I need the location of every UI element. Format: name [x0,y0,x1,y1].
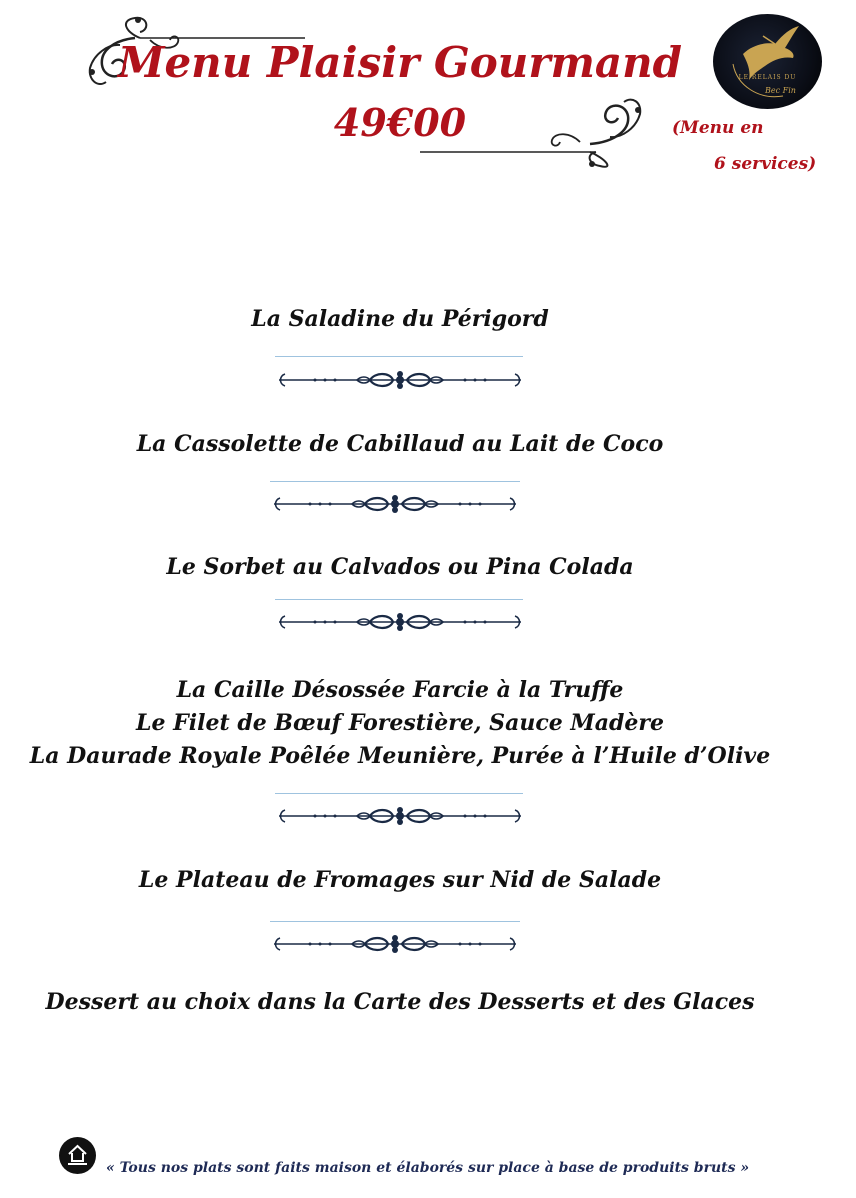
menu-note-line1: (Menu en [672,118,764,138]
course-line: Le Sorbet au Calvados ou Pina Colada [166,554,634,580]
logo-subtext: Bec Fin [765,86,796,95]
course-4 [0,674,800,773]
ornamental-divider [275,366,525,394]
course-line: Le Filet de Bœuf Forestière, Sauce Madère [136,710,664,736]
menu-note-line2: 6 services) [714,154,817,174]
footer-note: « Tous nos plats sont faits maison et élaborés sur place à base de produits bruts » [106,1160,750,1176]
course-2 [0,428,800,461]
course-line: La Cassolette de Cabillaud au Lait de Coco [136,431,664,457]
course-separator-rule [270,481,520,482]
restaurant-logo [713,14,822,109]
ornamental-divider [270,930,520,958]
ornamental-divider [270,490,520,518]
course-line: La Daurade Royale Poêlée Meunière, Purée à l’Huile d’Olive [29,743,771,769]
course-line: La Caille Désossée Farcie à la Truffe [176,677,624,703]
course-3 [0,551,800,584]
course-separator-rule [275,356,523,357]
ornamental-divider [275,608,525,636]
menu-price: 49€00 [333,100,467,145]
fait-maison-icon [59,1137,96,1174]
course-line: Dessert au choix dans la Carte des Desserts et des Glaces [45,989,755,1015]
course-5 [0,864,800,897]
course-separator-rule [275,599,523,600]
course-line: Le Plateau de Fromages sur Nid de Salade [138,867,662,893]
logo-text: LE RELAIS DU [738,74,797,81]
course-separator-rule [275,793,523,794]
course-separator-rule [270,921,520,922]
ornamental-divider [275,802,525,830]
course-line: La Saladine du Périgord [251,306,549,332]
course-6 [0,986,800,1019]
course-1 [0,303,800,336]
menu-title: Menu Plaisir Gourmand [117,38,683,87]
